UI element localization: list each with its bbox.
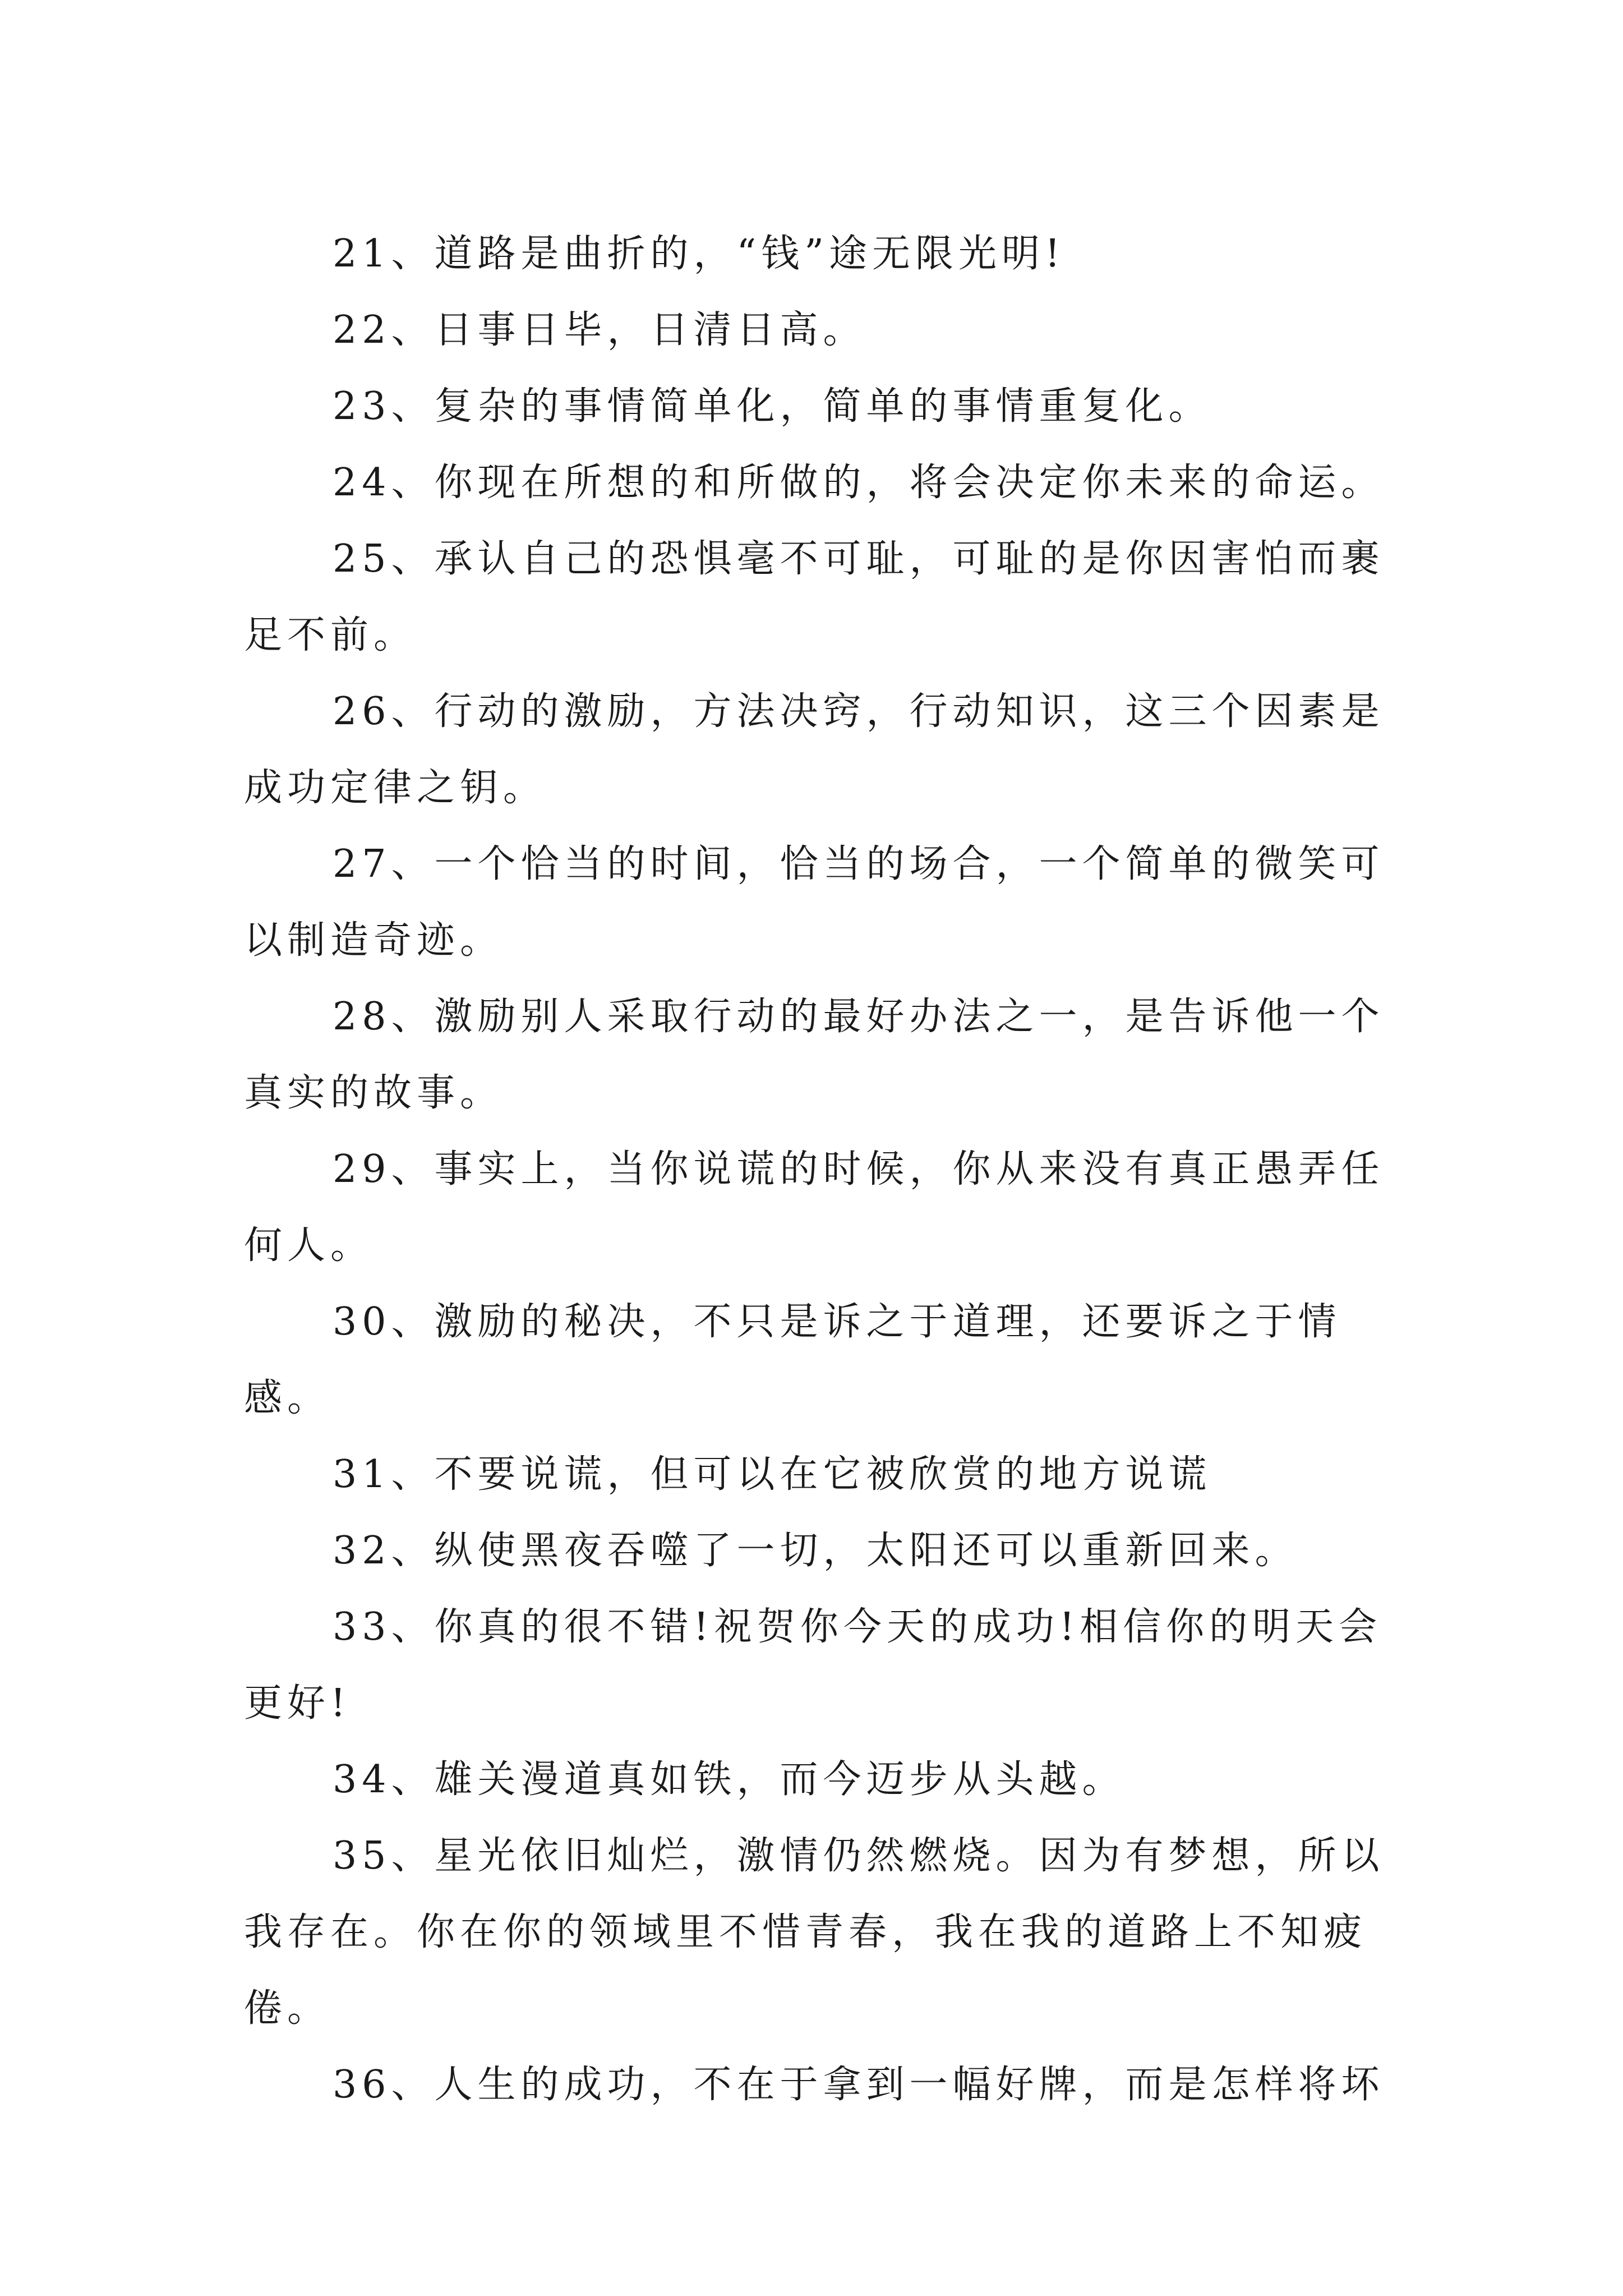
list-item: 25、承认自己的恐惧毫不可耻，可耻的是你因害怕而裹足不前。 [244, 537, 1385, 657]
list-item: 32、纵使黑夜吞噬了一切，太阳还可以重新回来。 [333, 1529, 1298, 1573]
list-item: 22、日事日毕，日清日高。 [333, 308, 866, 352]
list-item: 35、星光依旧灿烂，激情仍然燃烧。因为有梦想，所以我存在。你在你的领域里不惜青春，我在我的道路上不知疲倦。 [244, 1834, 1385, 2031]
list-item: 31、不要说谎，但可以在它被欣赏的地方说谎 [333, 1452, 1212, 1497]
list-item: 23、复杂的事情简单化，简单的事情重复化。 [333, 384, 1212, 429]
list-item: 28、激励别人采取行动的最好办法之一，是告诉他一个真实的故事。 [244, 995, 1385, 1115]
list-item: 21、道路是曲折的，“钱”途无限光明! [333, 232, 1066, 276]
list-item: 34、雄关漫道真如铁，而今迈步从头越。 [333, 1757, 1126, 1802]
document-body [244, 216, 1394, 2123]
list-item: 24、你现在所想的和所做的，将会决定你未来的命运。 [333, 461, 1385, 505]
list-item: 30、激励的秘决，不只是诉之于道理，还要诉之于情感。 [244, 1300, 1341, 1420]
list-item: 27、一个恰当的时间，恰当的场合，一个简单的微笑可以制造奇迹。 [244, 842, 1385, 963]
list-item: 33、你真的很不错!祝贺你今天的成功!相信你的明天会更好! [244, 1605, 1382, 1726]
list-item: 26、行动的激励，方法决窍，行动知识，这三个因素是成功定律之钥。 [244, 689, 1385, 810]
list-item: 29、事实上，当你说谎的时候，你从来没有真正愚弄任何人。 [244, 1147, 1385, 1268]
list-item: 36、人生的成功，不在于拿到一幅好牌，而是怎样将坏 [333, 2063, 1385, 2107]
